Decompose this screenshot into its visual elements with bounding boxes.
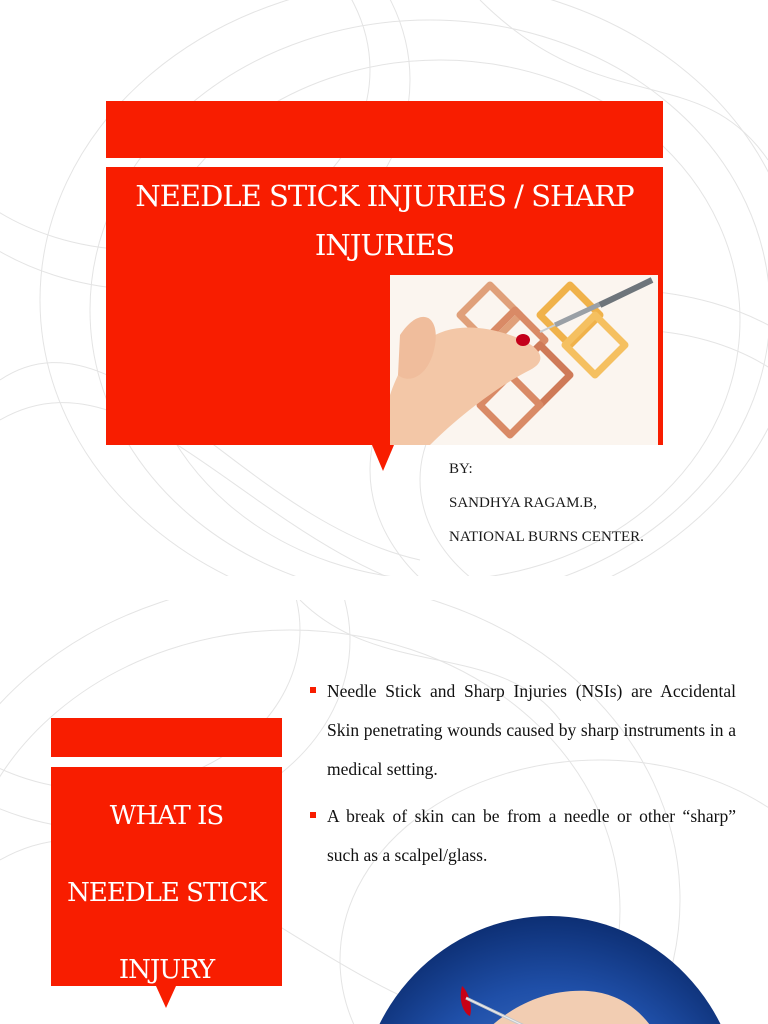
by-label: BY: — [449, 461, 473, 477]
title-line: WHAT IS — [109, 801, 224, 831]
list-item — [310, 672, 736, 789]
finger-needle-photo — [390, 275, 658, 445]
title-pointer — [372, 445, 394, 471]
author-byline — [449, 452, 644, 554]
fingertip-needle-photo — [358, 916, 742, 1024]
title-accent-bar — [106, 101, 663, 158]
bullet-text: A break of skin can be from a needle or other “sharp” such as a scalpel/glass. — [327, 806, 736, 865]
slide-title — [106, 172, 663, 270]
finger-needle-icon — [390, 275, 658, 445]
bullet-list — [310, 672, 736, 883]
bullet-text: Needle Stick and Sharp Injuries (NSIs) are Accidental Skin penetrating wounds caused by sharp instruments in a medical setting. — [327, 681, 736, 779]
square-bullet-icon — [310, 687, 316, 693]
title-accent-bar — [51, 718, 282, 757]
slide-title — [51, 778, 282, 1009]
square-bullet-icon — [310, 812, 316, 818]
list-item — [310, 797, 736, 875]
slide-2 — [0, 600, 768, 1024]
title-line: INJURY — [118, 955, 215, 985]
title-line: NEEDLE STICK INJURIES / SHARP — [135, 179, 634, 213]
title-line: NEEDLE STICK — [67, 878, 266, 908]
author-name: SANDHYA RAGAM.B, — [449, 495, 597, 511]
organization-name: NATIONAL BURNS CENTER. — [449, 529, 644, 545]
title-pointer — [156, 986, 176, 1008]
title-line: INJURIES — [314, 228, 455, 262]
